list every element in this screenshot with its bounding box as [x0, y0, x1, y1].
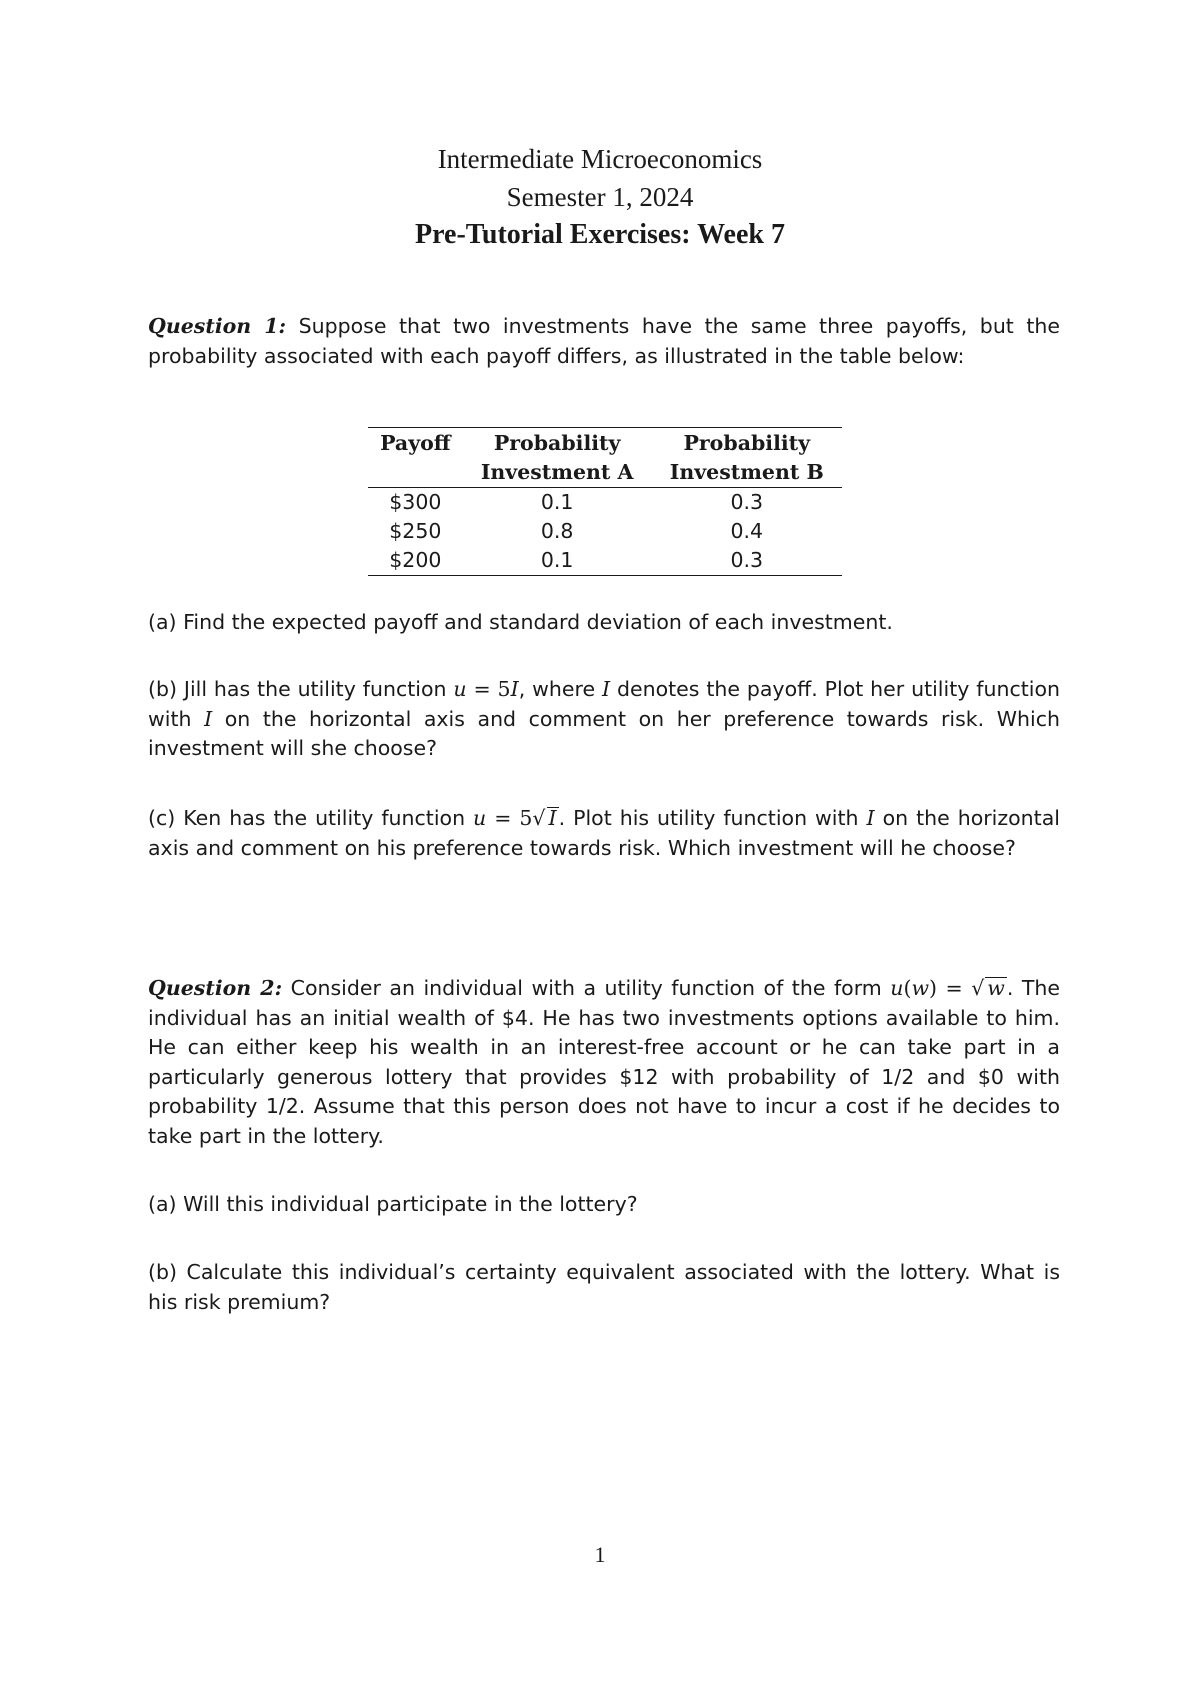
header-payoff: Payoff: [380, 431, 451, 455]
part-b-mid: , where: [518, 677, 602, 701]
part-b-after: denotes the payoff. Plot her utility function with: [148, 677, 1060, 731]
question-1-part-b: [148, 675, 1060, 764]
part-b-suffix: on the horizontal axis and comment on her preference towards risk. Which investment will she choose?: [148, 706, 1060, 760]
page-number: 1: [594, 1542, 606, 1567]
formula-paren-close: ) =: [929, 976, 972, 1000]
question-1-part-a: (a) Find the expected payoff and standard deviation of each investment.: [148, 610, 893, 634]
formula-u: u: [890, 976, 904, 1000]
cell-payoff: $300: [389, 490, 442, 514]
part-c-prefix: (c) Ken has the utility function: [148, 806, 474, 830]
header-prob-b-1: Probability: [683, 431, 811, 455]
course-title: Intermediate Microeconomics: [437, 144, 763, 174]
cell-prob-a: 0.8: [540, 519, 574, 543]
question-2-intro: [148, 974, 1060, 1151]
formula-u: u: [473, 806, 487, 830]
part-b-prefix: (b) Jill has the utility function: [148, 677, 454, 701]
header-prob-a-1: Probability: [493, 431, 621, 455]
page-title: Pre-Tutorial Exercises: Week 7: [415, 219, 785, 250]
payoff-table: [368, 427, 842, 576]
table-row: [368, 488, 842, 518]
var-i: I: [601, 677, 611, 701]
part-c-suffix: on the horizontal axis and comment on his preference towards risk. Which investment will he choose?: [148, 806, 1060, 860]
cell-prob-b: 0.4: [730, 519, 764, 543]
formula-arg: w: [911, 976, 930, 1000]
cell-prob-a: 0.1: [540, 548, 574, 572]
question-1-text: Suppose that two investments have the same three payoffs, but the probability associated with each payoff differs, as illustrated in the table below:: [148, 314, 1060, 368]
semester-line: Semester 1, 2024: [506, 182, 694, 212]
header-payoff-blank: [368, 458, 463, 488]
cell-payoff: $250: [389, 519, 442, 543]
sqrt-sign-icon: √: [971, 976, 985, 1000]
cell-prob-b: 0.3: [730, 490, 764, 514]
table-row: [368, 546, 842, 576]
table-row: [368, 517, 842, 546]
question-1-part-c: [148, 804, 1060, 863]
formula-eq: = 5: [486, 806, 533, 830]
formula-eq: = 5: [466, 677, 511, 701]
cell-prob-b: 0.3: [730, 548, 764, 572]
question-1-intro: [148, 312, 1060, 371]
question-2-text-prefix: Consider an individual with a utility function of the form: [290, 976, 891, 1000]
question-2-part-b: (b) Calculate this individual’s certainty equivalent associated with the lottery. What is his risk premium?: [148, 1260, 1060, 1314]
formula-paren-open: (: [903, 976, 912, 1000]
cell-payoff: $200: [389, 548, 442, 572]
question-2-text-suffix: . The individual has an initial wealth of $4. He has two investments options available to him. He can either keep his wealth in an interest-free account or he can take part in a particularly generous lottery that provides $12 with probability of 1/2 and $0 with probability 1/2. Assume that this person does not have to incur a cost if he decides to take part in the lottery.: [148, 976, 1060, 1148]
var-i: I: [204, 706, 213, 731]
sqrt-sign-icon: √: [532, 806, 546, 830]
header-prob-b-2: Investment B: [669, 460, 824, 484]
question-2-part-a: (a) Will this individual participate in the lottery?: [148, 1192, 638, 1216]
part-c-mid: . Plot his utility function with: [558, 806, 867, 830]
document-header: [0, 140, 1200, 254]
formula-radicand: w: [987, 976, 1005, 1000]
formula-u: u: [453, 677, 467, 701]
cell-prob-a: 0.1: [540, 490, 574, 514]
formula-var: I: [510, 677, 519, 701]
formula-radicand: I: [548, 806, 557, 830]
var-i: I: [866, 806, 875, 830]
header-prob-a-2: Investment A: [480, 460, 634, 484]
question-1-label: Question 1:: [148, 314, 287, 338]
question-2-label: Question 2:: [148, 976, 283, 1000]
